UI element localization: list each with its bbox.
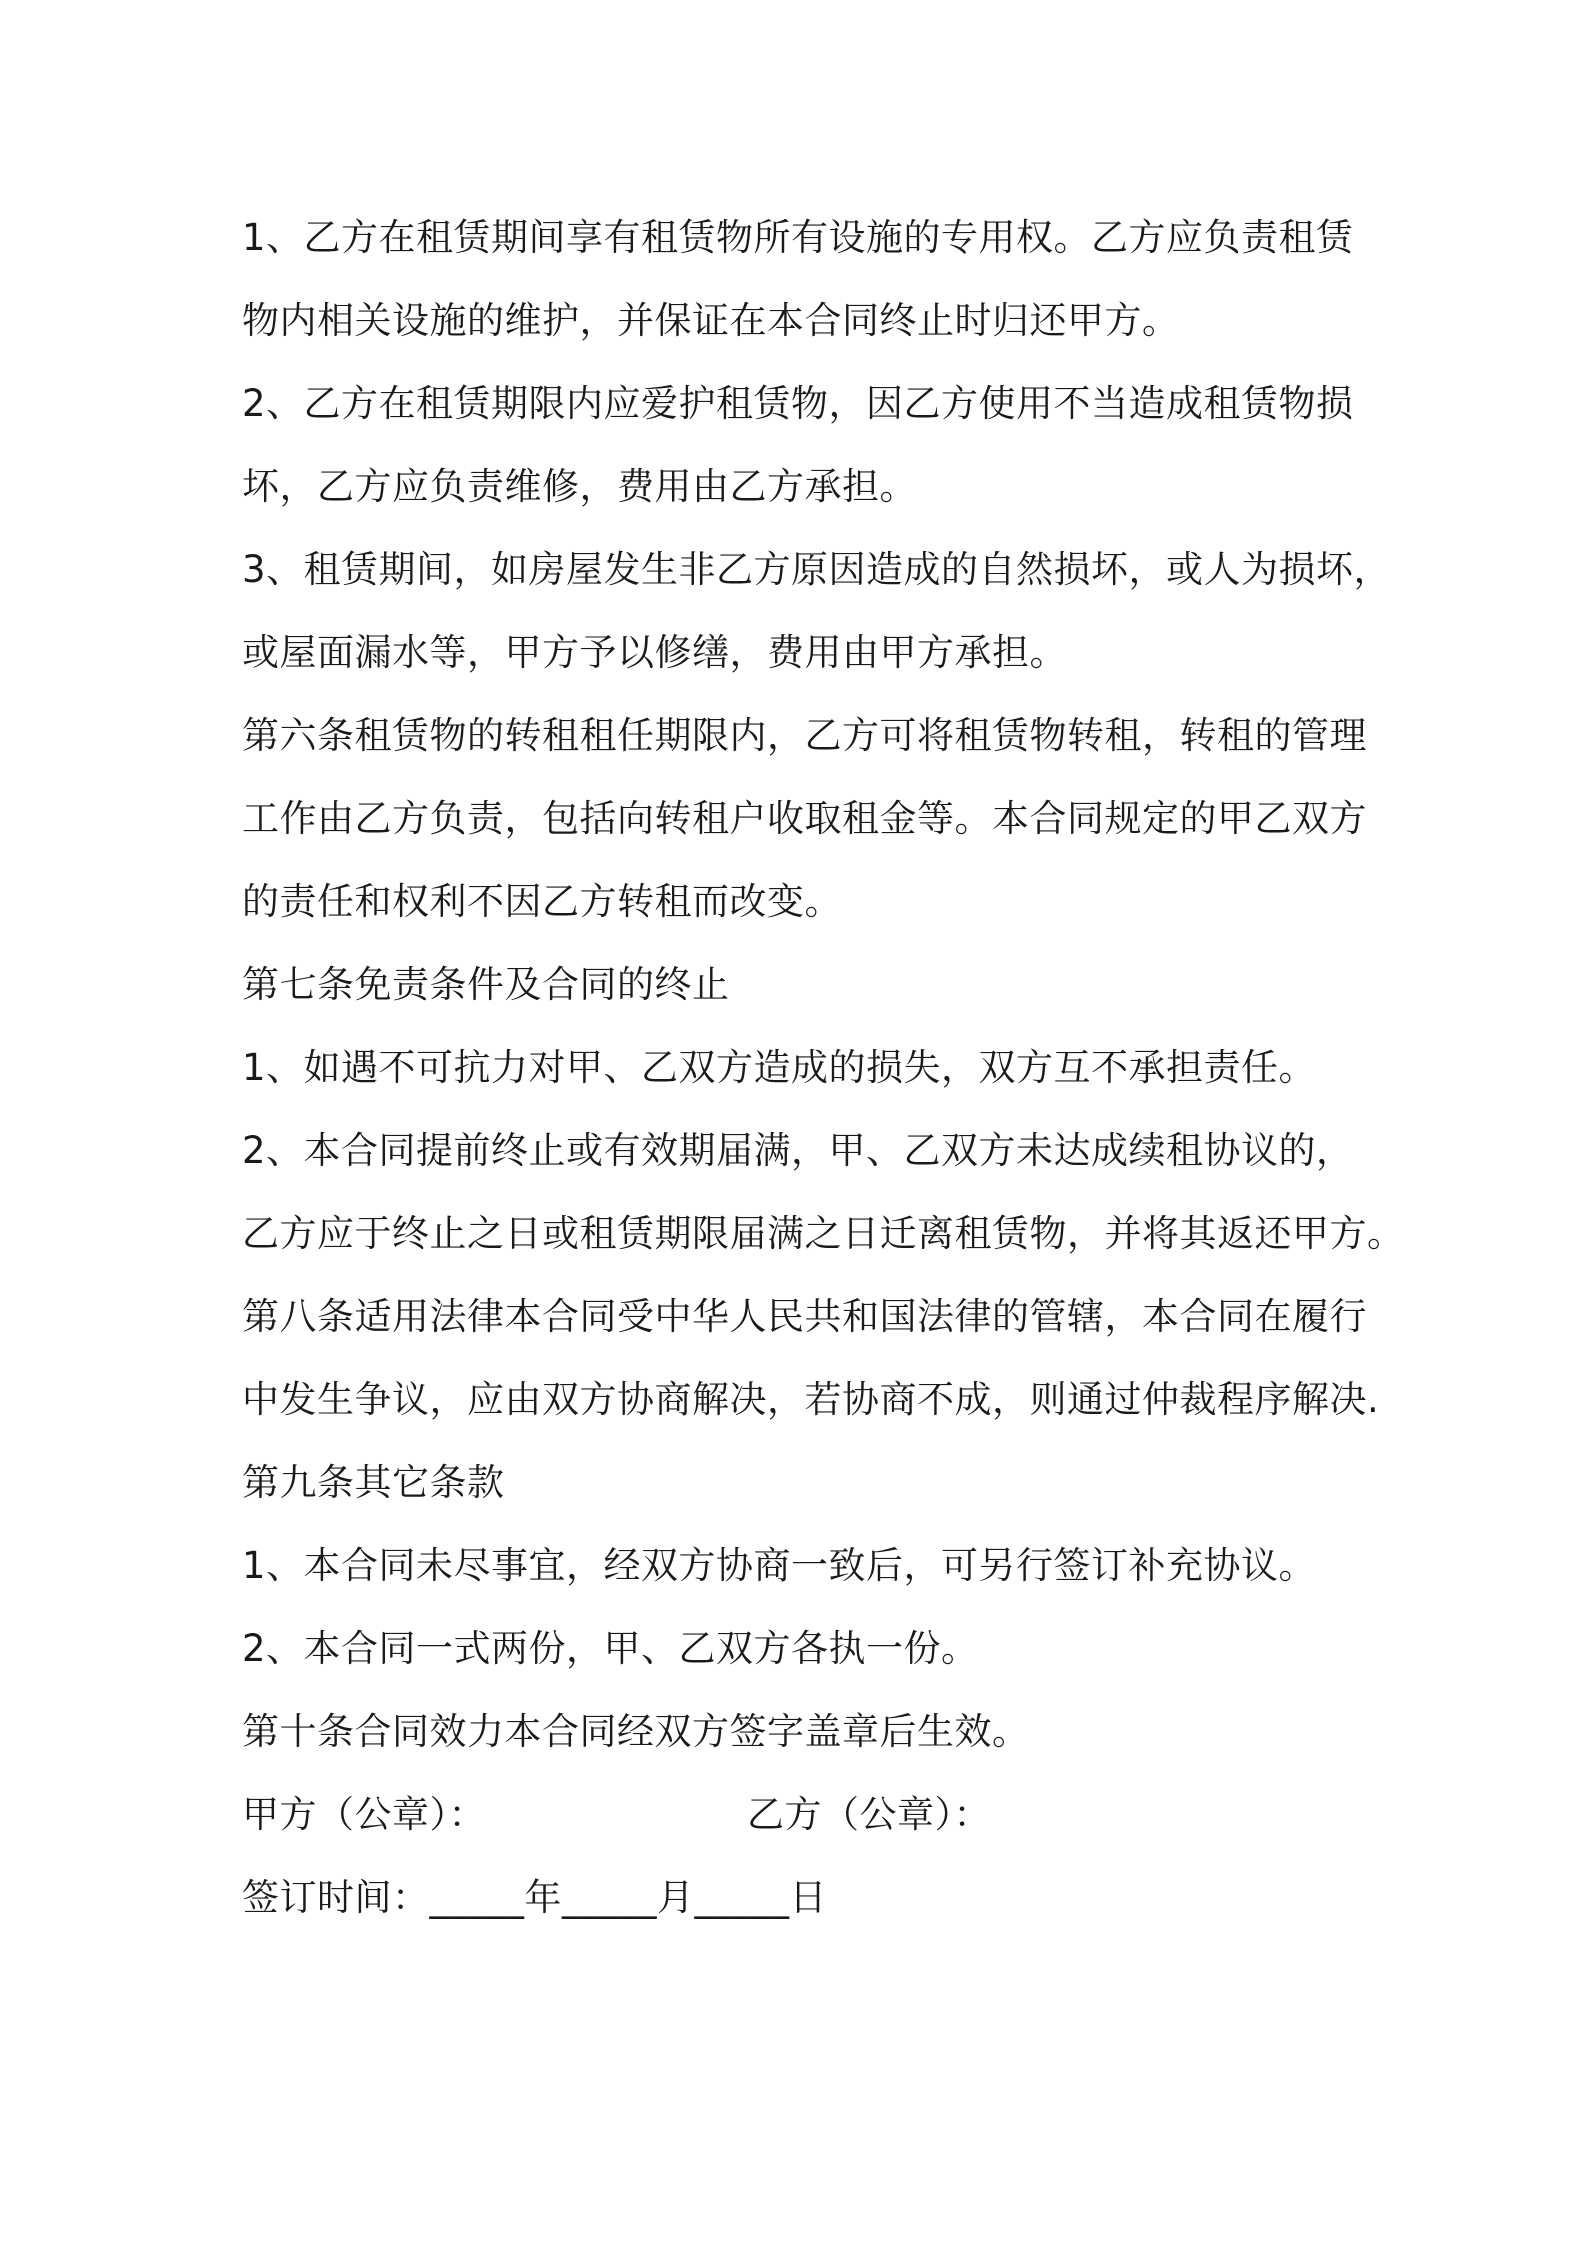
article-heading: 第七条免责条件及合同的终止: [242, 963, 730, 1006]
clause-line: 中发生争议，应由双方协商解决，若协商不成，则通过仲裁程序解决.: [242, 1378, 1380, 1421]
party-a-seal-label: 甲方（公章）：: [242, 1793, 486, 1836]
clause-line: 坏，乙方应负责维修，费用由乙方承担。: [242, 465, 917, 508]
clause-line: 2、本合同一式两份，甲、乙双方各执一份。: [242, 1627, 979, 1670]
clause-line: 第八条适用法律本合同受中华人民共和国法律的管辖，本合同在履行: [242, 1295, 1367, 1338]
article-heading: 第九条其它条款: [242, 1461, 505, 1504]
clause-line: 或屋面漏水等，甲方予以修缮，费用由甲方承担。: [242, 631, 1067, 674]
clause-line: 物内相关设施的维护，并保证在本合同终止时归还甲方。: [242, 299, 1180, 342]
clause-line: 1、本合同未尽事宜，经双方协商一致后，可另行签订补充协议。: [242, 1544, 1317, 1587]
clause-line: 第六条租赁物的转租租任期限内，乙方可将租赁物转租，转租的管理: [242, 714, 1367, 757]
clause-line: 3、租赁期间，如房屋发生非乙方原因造成的自然损坏，或人为损坏，: [242, 548, 1392, 591]
clause-line: 2、乙方在租赁期限内应爱护租赁物，因乙方使用不当造成租赁物损: [242, 382, 1354, 425]
clause-line: 的责任和权利不因乙方转租而改变。: [242, 880, 842, 923]
clause-line: 2、本合同提前终止或有效期届满，甲、乙双方未达成续租协议的，: [242, 1129, 1354, 1172]
clause-line: 乙方应于终止之日或租赁期限届满之日迁离租赁物，并将其返还甲方。: [242, 1212, 1405, 1255]
clause-line: 第十条合同效力本合同经双方签字盖章后生效。: [242, 1710, 1030, 1753]
clause-line: 工作由乙方负责，包括向转租户收取租金等。本合同规定的甲乙双方: [242, 797, 1367, 840]
clause-line: 1、如遇不可抗力对甲、乙双方造成的损失，双方互不承担责任。: [242, 1046, 1317, 1089]
clause-line: 1、乙方在租赁期间享有租赁物所有设施的专用权。乙方应负责租赁: [242, 216, 1354, 259]
contract-body: [242, 196, 1405, 1939]
seal-row: [242, 1773, 1382, 1856]
party-b-seal-label: 乙方（公章）：: [747, 1793, 991, 1836]
signing-date: 签订时间：_____年_____月_____日: [242, 1876, 827, 1919]
